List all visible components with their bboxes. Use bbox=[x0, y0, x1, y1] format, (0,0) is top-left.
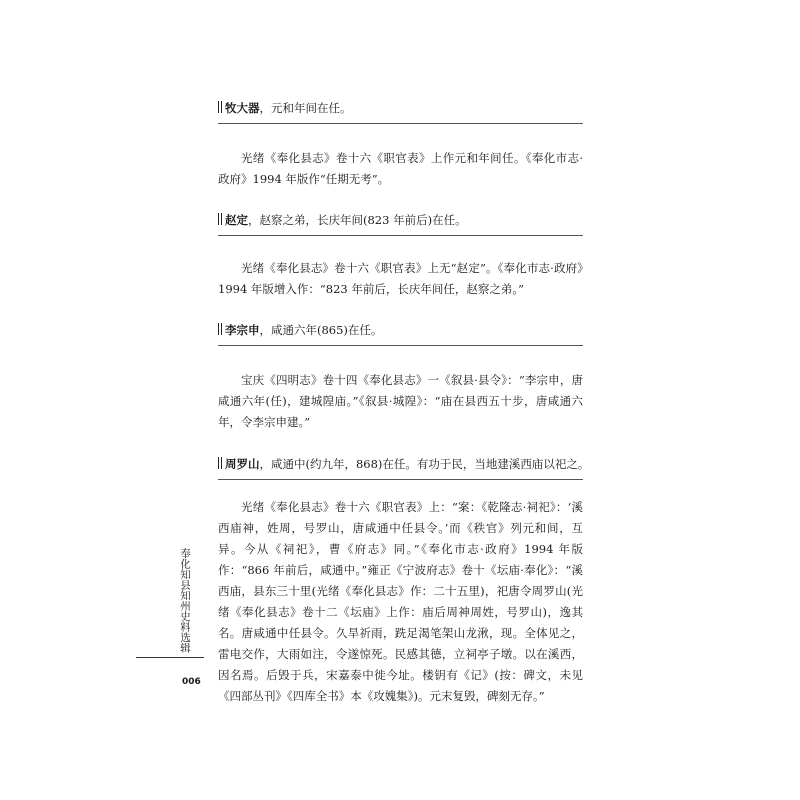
entry-summary: ，赵察之弟，长庆年间(823 年前后)在任。 bbox=[248, 213, 467, 227]
page-number: 006 bbox=[182, 677, 201, 687]
entry-heading bbox=[218, 212, 588, 228]
entry-name: 周罗山 bbox=[225, 457, 260, 471]
double-bar-marker bbox=[218, 457, 222, 469]
entry-rule bbox=[218, 123, 583, 124]
double-bar-marker bbox=[218, 213, 222, 225]
entry-name: 牧大器 bbox=[225, 101, 260, 115]
entry-rule bbox=[218, 235, 583, 236]
entry-note: 宝庆《四明志》卷十四《奉化县志》一《叙县·县令》：“李宗申，唐咸通六年(任)，建城隍庙。”《叙县·城隍》：“庙在县西五十步，唐咸通六年，令李宗申建。” bbox=[218, 373, 583, 429]
running-title: 奉化知县知州史料选辑 bbox=[179, 548, 191, 653]
double-bar-marker bbox=[218, 323, 222, 335]
entry-note: 光绪《奉化县志》卷十六《职官表》上作元和年间任。《奉化市志·政府》1994 年版作“任期无考”。 bbox=[218, 151, 583, 186]
entry-heading bbox=[218, 456, 588, 472]
double-bar-marker bbox=[218, 101, 222, 113]
entry-summary: ，咸通中(约九年，868)在任。有功于民，当地建溪西庙以祀之。 bbox=[259, 457, 590, 471]
entry-note: 光绪《奉化县志》卷十六《职官表》上无“赵定”。《奉化市志·政府》1994 年版增入作：“823 年前后，长庆年间任，赵察之弟。” bbox=[218, 261, 583, 296]
entry-heading bbox=[218, 100, 588, 116]
entry-name: 赵定 bbox=[225, 213, 248, 227]
entry-rule bbox=[218, 345, 583, 346]
entry-note: 光绪《奉化县志》卷十六《职官表》上：“案：《乾隆志·祠祀》：‘溪西庙神，姓周，号罗山，唐咸通中任县令。’而《秩官》列元和间，互异。今从《祠祀》，曹《府志》同。”《奉化市志·政府》1994 年版作：“866 年前后，咸通中。”雍正《宁波府志》卷十《坛庙·奉化》：“溪西庙，县东三十里(光绪《奉化县志》作：二十五里)，祀唐令周罗山(光绪《奉化县志》卷十二《坛庙》上作：庙后周神周姓，号罗山)，逸其名。唐咸通中任县令。久旱祈雨，跣足渴笔架山龙湫，现。全体见之，雷电交作，大雨如注，令遂惊死。民感其德，立祠亭子墩。以在溪西，因名焉。后毁于兵，宋嘉泰中徙今址。楼钥有《记》(按：碑文，未见《四部丛刊》《四库全书》本《攻媿集》)。元末复毁，碑刻无存。” bbox=[218, 500, 583, 703]
entry-name: 李宗申 bbox=[225, 323, 260, 337]
entry-summary: ，咸通六年(865)在任。 bbox=[259, 323, 383, 337]
entry-heading bbox=[218, 322, 588, 338]
entry-rule bbox=[218, 479, 583, 480]
entry-summary: ，元和年间在任。 bbox=[259, 101, 352, 115]
page-number-rule bbox=[136, 657, 204, 658]
